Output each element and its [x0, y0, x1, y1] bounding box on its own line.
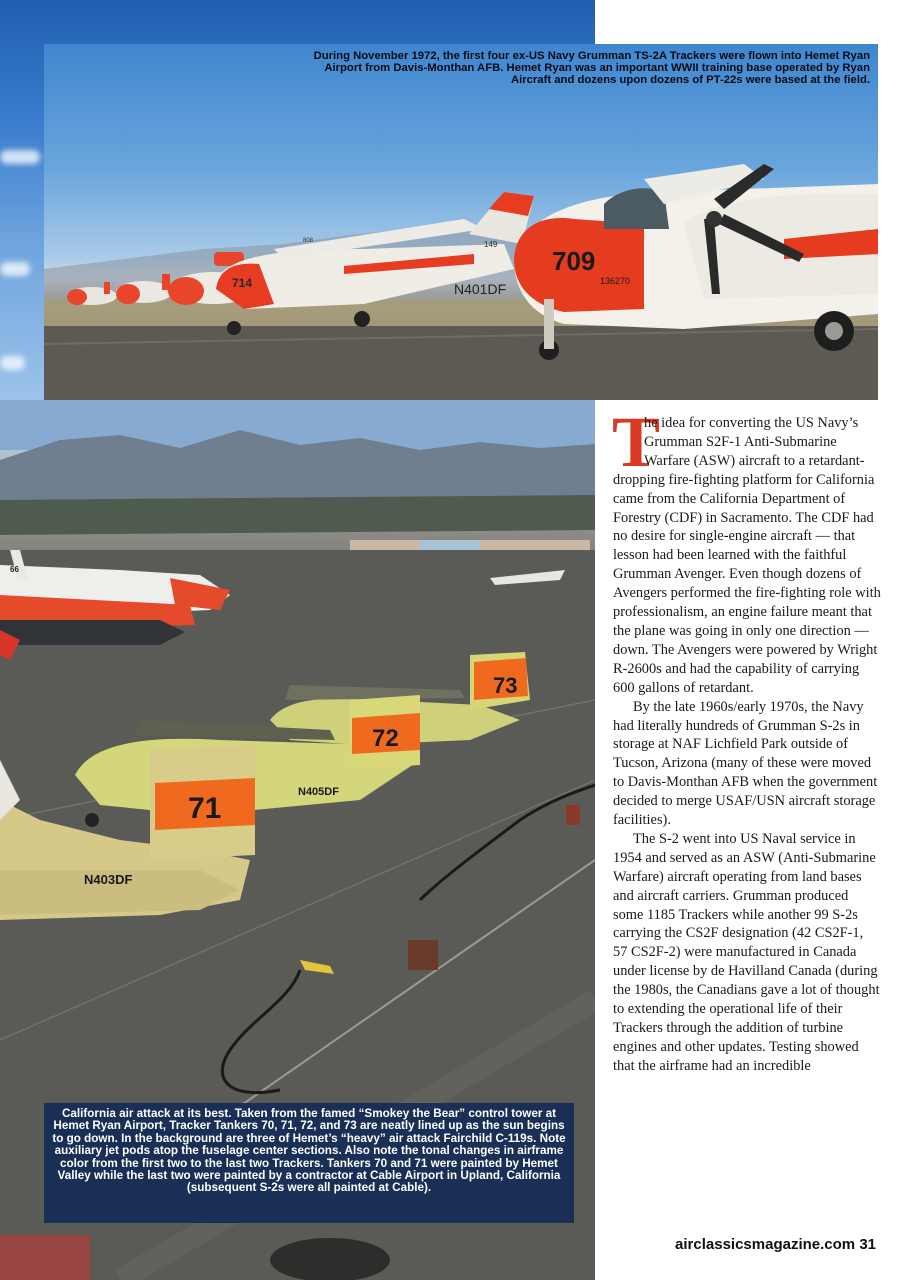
top-photo: [44, 44, 878, 400]
cloud: [0, 262, 30, 276]
tanker-number-72: 72: [372, 725, 399, 752]
article-column: [612, 402, 881, 1076]
c119-tail-66: 66: [10, 565, 19, 574]
cloud: [0, 150, 40, 164]
paragraph-text: he idea for converting the US Navy’s Grumman S2F-1 Anti-Submarine Warfare (ASW) aircraft to a retardant-dropping fire-fighting platform for California came from the California Department of Forestry (CDF) in Sacramento. The CDF had no desire for single-engine aircraft — that lesson had been learned with the faithful Grumman Avenger. Even though dozens of Avengers performed the fire-fighting role with professionalism, an engine failure meant that the plane was going in only one direction — down. The Avengers were powered by Wright R-2600s and had the capability of carrying 600 gallons of retardant.: [613, 415, 881, 696]
registration-n401df: N401DF: [454, 281, 507, 297]
article-paragraph: The S-2 went into US Naval service in 1954 and served as an ASW (Anti-Submarine Warfare) aircraft operating from land bases and aircraft carriers. Grumman produced some 1185 Trackers while another 99 S-2s carrying the CS2F designation (42 CS2F-1, 57 CS2F-2) were manufactured in Canada under license by de Havilland Canada (during the 1980s, the Canadians gave a lot of thought to extending the operational life of their Trackers through the addition of turbine engines and other updates. Testing showed that the airframe had an incredible: [613, 830, 880, 1074]
page-footer: [675, 1236, 876, 1253]
tail-number-149: 149: [484, 240, 498, 249]
tanker-number-73: 73: [493, 673, 518, 698]
footer-site: airclassicsmagazine.com: [675, 1236, 856, 1253]
nose-number-714: 714: [232, 276, 253, 290]
marking-808: 808: [303, 238, 314, 244]
bottom-photo-caption: California air attack at its best. Taken from the famed “Smokey the Bear” control tower at Hemet Ryan Airport, Tracker Tankers 70, 71, 72, and 73 are neatly lined up as the sun begins to go down. In the background are three of Hemet’s “heavy” air attack Fairchild C-119s. Note auxiliary jet pods atop the fuselage center sections. Also note the tonal changes in airframe color from the first two to the last two Trackers. Tankers 70 and 71 were painted by Hemet Valley while the last two were painted by a contractor at Cable Airport in Upland, California (subsequent S-2s were all painted at Cable).: [44, 1103, 574, 1223]
article-paragraph: [612, 402, 881, 698]
top-photo-illustration: [44, 44, 878, 400]
registration-n403df: N403DF: [84, 872, 133, 887]
ground-equipment: [408, 940, 438, 970]
drop-cap: T: [612, 402, 661, 482]
page-number: 31: [859, 1236, 876, 1253]
tree-line: [0, 495, 595, 535]
tail-number-136270: 136270: [600, 276, 631, 286]
article-paragraph: By the late 1960s/early 1970s, the Navy had literally hundreds of Grumman S-2s in storage at NAF Lichfield Park outside of Tucson, Arizona (many of these were moved to Davis-Monthan AFB when the government decided to merge USAF/USN aircraft storage facilities).: [613, 698, 878, 829]
nose-number-709: 709: [552, 246, 596, 276]
top-photo-caption: During November 1972, the first four ex-US Navy Grumman TS-2A Trackers were flown into Hemet Ryan Airport from Davis-Monthan AFB. Hemet Ryan was an important WWII training base operated by Ryan Aircraft and dozens upon dozens of PT-22s were based at the field.: [313, 50, 870, 86]
cloud: [0, 356, 25, 370]
registration-n405df: N405DF: [298, 786, 339, 798]
tanker-number-71: 71: [188, 792, 222, 825]
